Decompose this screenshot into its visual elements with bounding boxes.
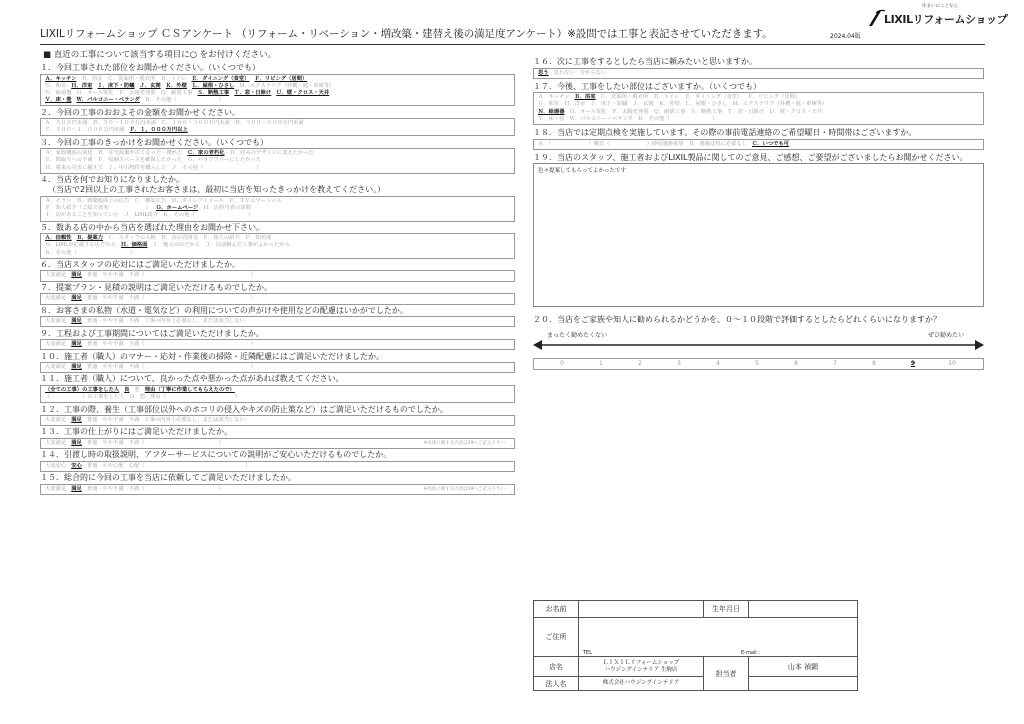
option[interactable]: Ｄ．好みのデザインに変えたかった: [229, 150, 314, 157]
answer-line: [45, 83, 510, 90]
question-q17: [533, 82, 984, 125]
option-selected[interactable]: 満足: [71, 272, 82, 279]
option-selected[interactable]: Ｂ．提案力: [76, 235, 103, 242]
option[interactable]: Ｊ．LIXIL紹介: [124, 212, 159, 219]
option-selected[interactable]: Ｊ．玄関: [139, 82, 161, 89]
answer-line: [45, 486, 510, 493]
answer-line: [45, 127, 510, 134]
option[interactable]: 不満: [128, 417, 140, 424]
option[interactable]: 思わない: [553, 69, 575, 76]
left-column: [40, 48, 515, 496]
answer-line: [45, 417, 510, 424]
option[interactable]: 不満（ ）: [128, 364, 256, 371]
birthday-field[interactable]: [749, 601, 858, 618]
answer-line: [45, 295, 510, 302]
question-heading: [40, 352, 515, 363]
option[interactable]: Ｗ．バルコニー・ベランダ: [569, 115, 633, 122]
option[interactable]: Ｐ．太陽光発電: [611, 108, 649, 115]
answer-line: [45, 341, 510, 348]
question-text: ５．数ある店の中から当店を選ばれた理由をお聞かせ下さい。: [40, 222, 264, 232]
question-text: ４．当店を何でお知りになりましたか。: [40, 174, 184, 184]
question-q6: [40, 260, 515, 282]
answer-box: [40, 461, 515, 472]
option[interactable]: Ｑ．耐震工事: [653, 108, 686, 115]
answer-box: [40, 233, 515, 259]
option[interactable]: 普通: [86, 272, 98, 279]
option[interactable]: やや不満: [102, 295, 124, 302]
option[interactable]: 普通: [86, 295, 98, 302]
option[interactable]: 普通: [86, 439, 98, 446]
option-selected[interactable]: Ｂ．浴室: [574, 94, 596, 101]
option[interactable]: Ｉ．床下・防蟻: [590, 101, 628, 108]
option[interactable]: 普通: [86, 341, 98, 348]
question-q3: [40, 138, 515, 174]
option[interactable]: やや不満: [102, 485, 124, 492]
option[interactable]: Ｖ．床・畳: [538, 115, 565, 122]
option[interactable]: Ｍ．エクステリア（外構・庭・車庫等）: [732, 101, 828, 108]
question-q15: [40, 473, 515, 495]
answer-line: [538, 116, 979, 123]
answer-line: [45, 394, 510, 401]
option-selected[interactable]: Ｈ．洋室: [71, 82, 93, 89]
option-selected[interactable]: Ｈ．価格面: [120, 242, 148, 249]
scale-number[interactable]: 6: [794, 359, 798, 367]
answer-box: [40, 316, 515, 327]
question-q5: [40, 223, 515, 259]
lixil-logo: [868, 3, 1008, 33]
option[interactable]: 良: [129, 394, 135, 401]
address-field[interactable]: [579, 618, 858, 657]
email-label: E-mail :: [741, 650, 760, 656]
option[interactable]: Ｅ．間取りへの不満: [45, 157, 93, 164]
answer-line: [45, 250, 510, 257]
question-text: １０．施工者（職人）のマナー・応対・作業後の掃除・近隣配慮にはご満足いただけましたか。: [40, 351, 384, 361]
option[interactable]: Ｄ．３００～５００万円未満: [234, 120, 304, 126]
option[interactable]: Ａ．キッチン: [538, 94, 570, 101]
option[interactable]: Ｃ．１００～３００万円未満: [160, 120, 230, 126]
answer-line: [45, 364, 510, 371]
option-selected[interactable]: Ａ．キッチン: [45, 75, 77, 82]
answer-note: ※具体に関する内容は19へご記入下さい: [423, 440, 505, 446]
option[interactable]: 不満（ ）: [128, 295, 256, 302]
option-selected[interactable]: 満足: [71, 364, 82, 371]
birthday-label: 生年月日: [704, 601, 749, 618]
option[interactable]: Ｅ．ダイニング（食堂）: [684, 94, 743, 101]
option-selected[interactable]: 満足: [71, 295, 82, 302]
option[interactable]: Ａ．５０万円未満: [45, 120, 88, 126]
option-selected[interactable]: 理由（丁寧に作業してもらえたので）: [144, 386, 235, 393]
answer-box: [533, 92, 984, 125]
option[interactable]: （ ）の工事をした人: [45, 394, 125, 401]
option-selected[interactable]: Ｋ．外壁: [165, 82, 187, 89]
form-header: [40, 22, 985, 45]
corp-name: 株式会社ハウジングインテリア: [579, 677, 704, 691]
option-selected[interactable]: 満足: [71, 417, 82, 424]
option[interactable]: Ｌ．屋根・ひさし: [684, 101, 728, 108]
option-selected[interactable]: Ｌ．屋根・ひさし: [191, 82, 235, 89]
option[interactable]: 不満（ ）: [128, 439, 224, 446]
option[interactable]: Ｏ．オール電化: [569, 108, 607, 115]
question-heading: [40, 473, 515, 484]
scale-number[interactable]: 8: [872, 359, 876, 367]
answer-line: [45, 165, 510, 172]
answer-box: [40, 74, 515, 107]
answer-box: [40, 362, 515, 373]
question-q19: [533, 153, 984, 308]
corp-label: 法人名: [534, 677, 579, 691]
option[interactable]: Ｋ．外壁: [658, 101, 680, 108]
answer-note: ※具体に関する内容は19へご記入下さい: [423, 486, 505, 492]
question-q16: [533, 57, 984, 79]
nps-scale: [533, 330, 984, 378]
option-selected[interactable]: Ａ．信頼性: [45, 235, 72, 242]
option[interactable]: Ａ．家族構成の変化: [45, 150, 93, 157]
option[interactable]: Ｏ．オール電化: [76, 89, 114, 96]
option-selected[interactable]: Ｎ．給湯器: [538, 108, 565, 115]
name-field[interactable]: [579, 601, 704, 618]
option[interactable]: Ｇ．LIXILが応援する店だから: [45, 242, 116, 249]
option[interactable]: Ｋ．その他（ ）: [45, 249, 136, 256]
answer-box: [40, 118, 515, 136]
option[interactable]: Ｃ．雑誌広告: [134, 197, 167, 204]
question-heading: [40, 138, 515, 149]
question-text: １６．次に工事をするとしたら当店に頼みたいと思いますか。: [533, 57, 757, 66]
question-q4: [40, 175, 515, 222]
option[interactable]: Ｄ．店の雰囲気: [160, 235, 198, 242]
option[interactable]: 理由（ ）: [150, 394, 241, 401]
option-selected[interactable]: Ｅ．ダイニング（食堂）: [191, 75, 250, 82]
answer-line: [45, 198, 510, 205]
question-text: １５．総合的に今回の工事を当店に依頼してご満足いただけましたか。: [40, 473, 296, 483]
scale-number[interactable]: 2: [638, 359, 642, 367]
option-selected[interactable]: Ｆ．リビング（居間）: [254, 75, 308, 82]
staff-label: 担当者: [704, 657, 749, 691]
option[interactable]: 不満（ ）: [128, 272, 256, 279]
scale-number[interactable]: 4: [716, 359, 720, 367]
staff-extra-field[interactable]: [749, 677, 858, 691]
answer-box: [40, 148, 515, 174]
answer-line: [45, 76, 510, 83]
option[interactable]: 悪: [134, 386, 140, 393]
option[interactable]: Ｄ．トイレ: [653, 94, 680, 101]
option[interactable]: やや不満: [102, 364, 124, 371]
option[interactable]: Ｅ．５００～１，０００万円未満: [45, 127, 125, 134]
left-question-list: [40, 63, 515, 495]
option[interactable]: Ｋ．その他（ ）: [163, 212, 254, 219]
answer-line: [45, 272, 510, 279]
option[interactable]: 普通: [86, 462, 98, 469]
question-heading: [533, 82, 984, 93]
option-selected[interactable]: Ｕ．壁・クロス・天井: [276, 89, 330, 96]
store-line-2: ハウジングインテリア 生駒店: [604, 666, 678, 673]
option[interactable]: 大変満足: [45, 417, 67, 424]
answer-box: [40, 196, 515, 222]
option[interactable]: 普通: [86, 364, 98, 371]
option-selected[interactable]: Ｗ．バルコニー・ベランダ: [76, 97, 140, 104]
scale-number[interactable]: 5: [755, 359, 759, 367]
option[interactable]: 大変満足: [45, 485, 67, 492]
question-text: １４．引渡し時の取扱説明、アフターサービスについての説明がご安心いただけるものでしたか。: [40, 450, 392, 460]
answer-line: [45, 440, 510, 447]
option[interactable]: やや不満: [102, 341, 124, 348]
option[interactable]: Ｆ．リビング（居間）: [747, 94, 801, 101]
option[interactable]: やや不満: [102, 417, 124, 424]
customer-info-table: [533, 600, 858, 691]
store-line-1: ＬＩＸＩＬリフォームショップ: [602, 659, 680, 666]
scale-left-label: まったく勧めたくない: [547, 331, 608, 339]
option-selected[interactable]: Ｉ．床下・防蟻: [97, 82, 135, 89]
answer-line: [45, 97, 510, 104]
option[interactable]: やや不満: [102, 318, 124, 325]
tel-label: TEL: [583, 650, 592, 656]
option[interactable]: Ｇ．和室: [45, 82, 67, 89]
right-question-list: [533, 57, 984, 150]
option[interactable]: Ｅ．ＴＶコマーシャル: [228, 197, 282, 204]
question-text: ７．提案プラン・見積の説明はご満足いただけるものでしたか。: [40, 282, 272, 292]
option[interactable]: Ｃ．洗面所・脱衣所: [600, 94, 649, 101]
option-selected[interactable]: 満足: [71, 439, 82, 446]
answer-box: [533, 139, 984, 150]
question-q10: [40, 352, 515, 374]
answer-box: [40, 339, 515, 350]
question-text: １１．施工者（職人）について、良かった点や悪かった点があれば教えてください。: [40, 374, 344, 384]
question-q11: [40, 374, 515, 403]
option[interactable]: Ｉ．中古物件を購入した: [108, 164, 167, 171]
answer-box: [40, 385, 515, 403]
scale-number[interactable]: 7: [833, 359, 837, 367]
answer-line: [538, 109, 979, 116]
option[interactable]: Ｍ．エクステリア（外構・庭・車庫等）: [239, 82, 335, 89]
option[interactable]: 工事の内容上必要なし、または該当しない: [144, 417, 245, 424]
option-selected[interactable]: Ｃ．いつでも可: [751, 140, 790, 147]
right-column: [533, 57, 984, 381]
option[interactable]: Ｊ．以前頼んだ工事がよかったから: [205, 242, 290, 249]
answer-line: [538, 141, 979, 148]
option-selected[interactable]: 満足: [71, 318, 82, 325]
option-selected[interactable]: （全ての工事）の工事をした人: [45, 386, 120, 393]
question-text: １３．工事の仕上がりにはご満足いただけましたか。: [40, 427, 232, 437]
option[interactable]: Ｂ．５０～１００万円未満: [92, 120, 156, 126]
option[interactable]: 大変満足: [45, 295, 67, 302]
question-heading: [40, 450, 515, 461]
address-label: ご住所: [534, 618, 579, 657]
question-heading: [40, 223, 515, 234]
answer-box: [40, 270, 515, 281]
question-heading: [40, 175, 515, 196]
option[interactable]: Ｊ．玄関: [632, 101, 654, 108]
question-heading: [40, 405, 515, 416]
edition-label: 2024.04版: [830, 33, 861, 40]
logo-name: LIXILリフォームショップ: [884, 13, 1008, 26]
option-selected[interactable]: 満足: [71, 341, 82, 348]
double-arrow-icon: [533, 340, 984, 350]
answer-line: [45, 318, 510, 325]
question-text: ８．お客さまの私物（水道・電気など）の利用についての声がけや使用などの配慮はいかがでしたか。: [40, 305, 408, 315]
question-q14: [40, 450, 515, 472]
option[interactable]: Ｆ．収納スペースを確保したかった: [97, 157, 183, 164]
form-title: LIXILリフォームショップ ＣＳアンケート （リフォーム・リベーション・増改築・建替え後の満足度アンケート）※設問では工事と表記させていただきます。: [40, 28, 773, 40]
question-heading: [533, 57, 984, 68]
option[interactable]: Ｂ．住宅設備が古くなった・壊れた: [97, 150, 183, 157]
option[interactable]: Ｒ．その他（ ）: [637, 115, 718, 122]
question-q9: [40, 329, 515, 351]
option[interactable]: Ｃ．スタッフの人柄: [108, 235, 156, 242]
question-text: １２．工事の際、養生（工事部位以外へのホコリの侵入やキズの防止策など）はご満足いただけるものでしたか。: [40, 404, 448, 414]
store-label: 店名: [534, 657, 579, 677]
option[interactable]: Ｆ．知名度: [244, 235, 272, 242]
option[interactable]: Ｊ．その他（ ）: [171, 164, 262, 171]
option[interactable]: Ｉ．地元の店だから: [152, 242, 201, 249]
option[interactable]: Ｐ．太陽光発電: [118, 89, 156, 96]
question-text: １７．今後、工事をしたい部位はございますか。（いくつでも）: [533, 81, 761, 91]
answer-box: [40, 293, 515, 304]
option[interactable]: 普通: [86, 417, 98, 424]
option[interactable]: 大変満足: [45, 318, 67, 325]
question-heading: [533, 128, 984, 139]
scale-number[interactable]: 1: [599, 359, 603, 367]
name-label: お名前: [534, 601, 579, 618]
option[interactable]: Ｒ．その他（ ）: [144, 97, 225, 104]
option[interactable]: Ｂ．浴室: [81, 75, 103, 82]
staff-name: 山本 禎顕: [749, 657, 858, 677]
option-selected[interactable]: Ｓ．断熱工事: [197, 89, 230, 96]
option[interactable]: 悪: [139, 394, 146, 401]
option[interactable]: 不満: [128, 318, 140, 325]
option[interactable]: Ｅ．知人の紹介: [202, 235, 240, 242]
question-subtext: （当店で2回以上の工事されたお客さまは、最初に当店を知ったきっかけを教えてください。）: [48, 185, 386, 195]
option-selected[interactable]: Ｔ．窓・日除け: [234, 89, 272, 96]
question-text: １８．当店では定期点検を実施しています。その際の事前電話連絡のご希望曜日・時間帯はございますか。: [533, 128, 917, 138]
question-text: ９．工程および工事期間についてはご満足いただけましたか。: [40, 328, 264, 338]
option[interactable]: Ｈ．店担当者の訪問: [203, 205, 251, 212]
option[interactable]: 不満（ ）: [128, 485, 224, 492]
question-q12: [40, 405, 515, 427]
option[interactable]: 大変満足: [45, 272, 67, 279]
option[interactable]: やや不満: [102, 439, 124, 446]
option-selected[interactable]: 満足: [71, 485, 82, 492]
option[interactable]: 普通: [86, 318, 98, 325]
option[interactable]: 大変安心: [45, 462, 67, 469]
option[interactable]: Ｓ．断熱工事: [690, 108, 723, 115]
comment-box[interactable]: 色々提案してもらってよかったです: [533, 163, 984, 307]
option[interactable]: Ｂ．連絡は特に必要なし: [688, 140, 747, 147]
option[interactable]: Ｇ．和室: [538, 101, 560, 108]
option-selected[interactable]: Ｃ．家の老朽化: [187, 150, 225, 157]
answer-box: [40, 438, 515, 449]
question-heading: [40, 427, 515, 438]
answer-line: [538, 70, 979, 77]
question-heading: [40, 63, 515, 74]
option-selected[interactable]: Ｆ．１，０００万円以上: [129, 127, 188, 134]
option[interactable]: Ｄ．トイレ: [160, 75, 187, 82]
option-selected[interactable]: 安心: [71, 462, 82, 469]
option[interactable]: Ｎ．給湯器: [45, 89, 72, 96]
option[interactable]: Ｑ．耐震工事: [160, 89, 193, 96]
answer-line: [45, 463, 510, 470]
option[interactable]: Ｈ．将来の災害に備えて: [45, 164, 104, 171]
question-q2: [40, 108, 515, 137]
scale-number[interactable]: 0: [560, 359, 564, 367]
answer-line: [538, 101, 979, 108]
question-q7: [40, 283, 515, 305]
question-heading: ２０．当店をご家族や知人に勧められるかどうかを、０～１０段階で評価するとしたらどれくらいになりますか？: [533, 315, 941, 325]
question-text: ２．今回の工事のおおよその金額をお聞かせください。: [40, 107, 240, 117]
option[interactable]: Ａ．チラシ: [45, 197, 72, 204]
question-q20: [533, 315, 984, 378]
question-heading: [40, 283, 515, 294]
option[interactable]: やや心配: [102, 462, 124, 469]
question-q18: [533, 128, 984, 150]
instructions: ■ 直近の工事について該当する項目に○ をお付けください。: [43, 50, 277, 60]
option[interactable]: 心配（ ）: [128, 462, 251, 469]
option-selected[interactable]: Ｇ．ホームページ: [155, 205, 199, 212]
option[interactable]: Ｂ．新聞紙面上の広告: [76, 197, 130, 204]
question-heading: [40, 374, 515, 385]
option[interactable]: Ｈ．洋室: [564, 101, 586, 108]
scale-numbers: [533, 358, 984, 370]
option[interactable]: Ｉ．店があることを知っていた: [45, 212, 120, 219]
question-q1: [40, 63, 515, 106]
answer-box: [40, 415, 515, 426]
option[interactable]: 工事の内容上必要なし、または該当しない: [144, 318, 245, 325]
option[interactable]: Ｆ．知人紹介（ご紹介者名 ）: [45, 205, 151, 212]
question-heading: [40, 329, 515, 340]
answer-line: [45, 242, 510, 249]
question-heading: [40, 108, 515, 119]
question-q13: [40, 427, 515, 449]
question-text: １．今回工事された部位をお聞かせください。（いくつでも）: [40, 63, 260, 72]
option-selected[interactable]: 良: [124, 386, 130, 393]
store-name: [579, 657, 704, 677]
option[interactable]: Ｔ．窓・日除け: [727, 108, 765, 115]
option[interactable]: やや不満: [102, 272, 124, 279]
option[interactable]: 不満（ ）: [128, 341, 256, 348]
answer-line: [45, 212, 510, 219]
answer-box: [533, 68, 984, 79]
option[interactable]: Ｄ．ダイレクトメール: [171, 197, 224, 204]
question-heading: [40, 260, 515, 271]
option[interactable]: 大変満足: [45, 364, 67, 371]
option[interactable]: 大変満足: [45, 439, 67, 446]
scale-number[interactable]: 10: [948, 359, 956, 367]
scale-number-selected[interactable]: 9: [910, 359, 916, 367]
option[interactable]: Ａ．（ ）曜日（ ）時頃連絡希望: [538, 140, 684, 147]
option-selected[interactable]: Ｖ．床・畳: [45, 97, 72, 104]
option[interactable]: 分からない: [579, 69, 607, 76]
scale-right-label: ぜひ勧めたい: [927, 331, 964, 339]
question-text: ３．今回の工事のきっかけをお聞かせください。（いくつでも）: [40, 137, 268, 147]
question-q8: [40, 306, 515, 328]
option[interactable]: Ｕ．壁・クロス・天井: [769, 108, 823, 115]
option[interactable]: 普通: [86, 485, 98, 492]
option[interactable]: Ｇ．バリアフリーにしたかった: [187, 157, 262, 164]
answer-box: [40, 484, 515, 495]
scale-number[interactable]: 3: [677, 359, 681, 367]
option-selected[interactable]: 思う: [538, 69, 549, 76]
question-heading: [40, 306, 515, 317]
option[interactable]: Ｃ．洗面所・脱衣所: [107, 75, 156, 82]
option[interactable]: 大変満足: [45, 341, 67, 348]
question-text: ６．当店スタッフの応対にはご満足いただけましたか。: [40, 259, 240, 269]
question-heading: １９．当店のスタッフ、施工者およびLIXIL製品に関してのご意見、ご感想、ご要望がございましたらお聞かせください。: [533, 152, 968, 162]
answer-line: [45, 157, 510, 164]
logo-tagline: 住まいのことなら: [922, 4, 958, 9]
